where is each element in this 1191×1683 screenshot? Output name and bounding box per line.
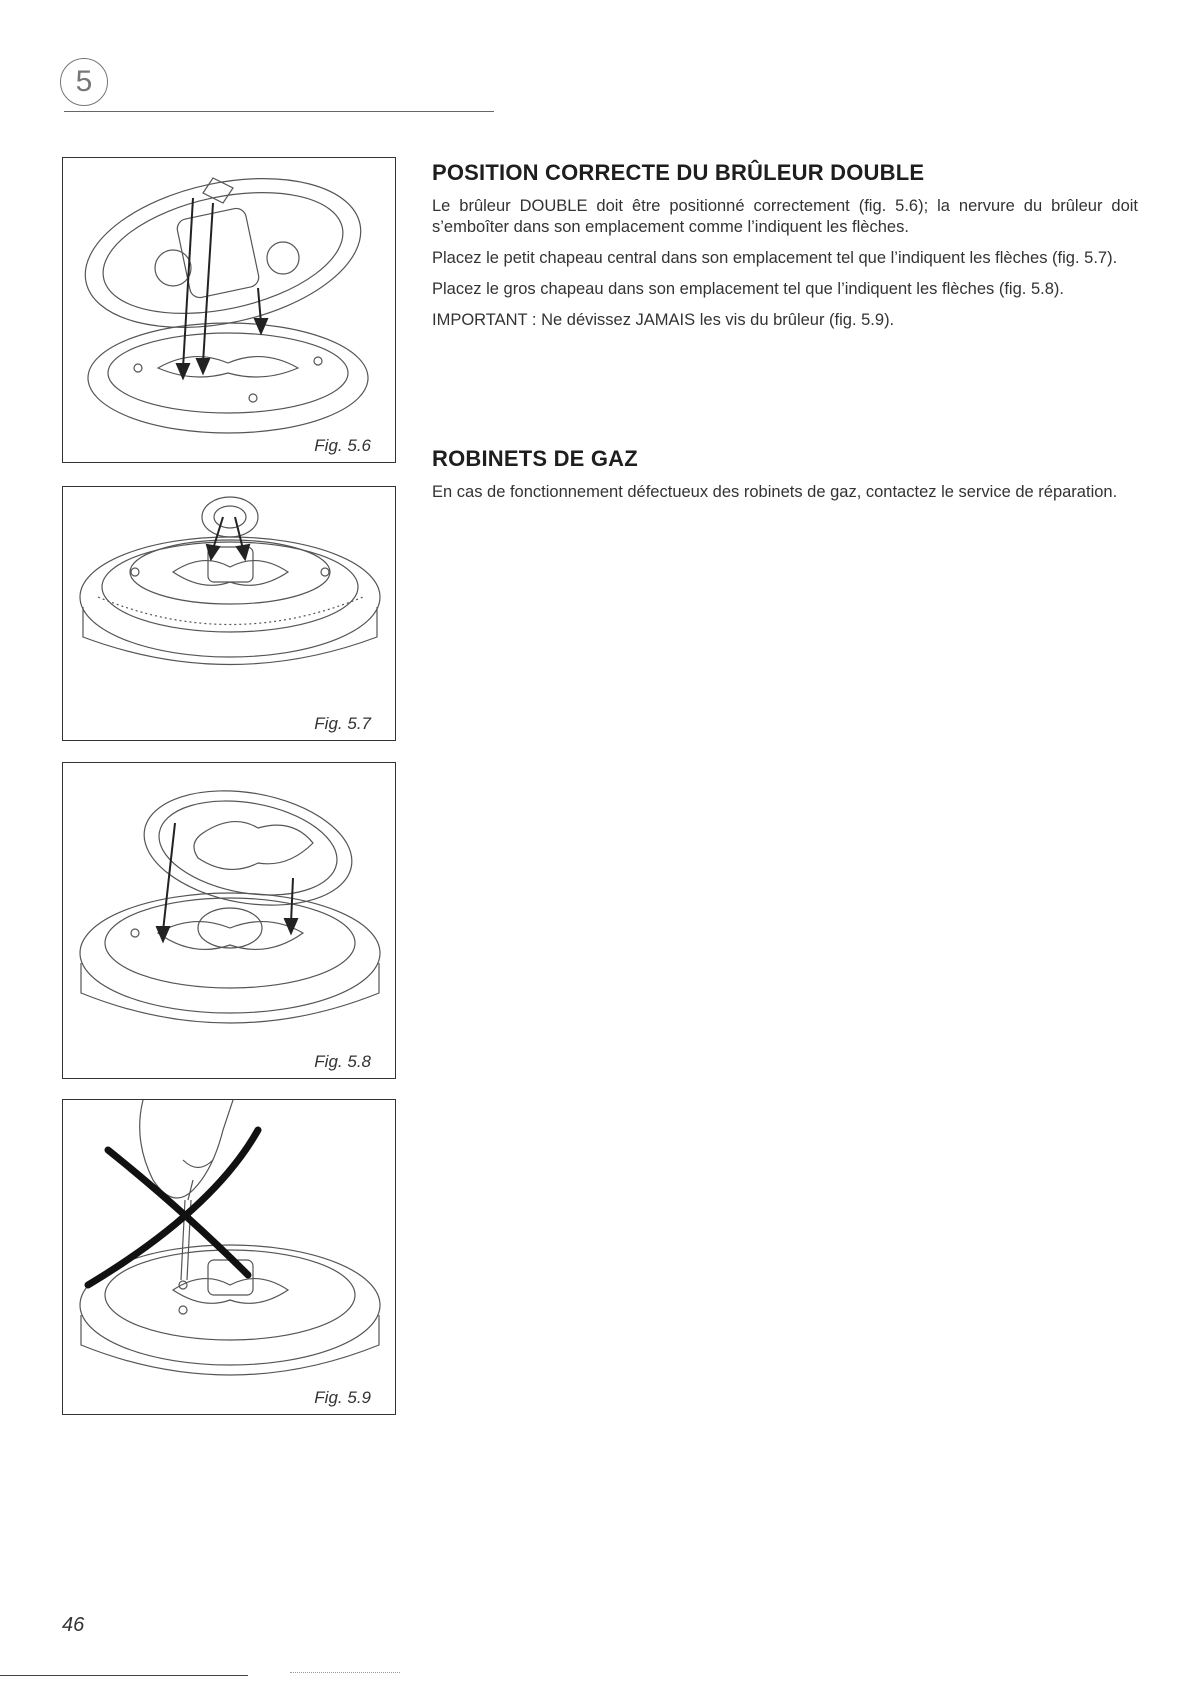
paragraph: Le brûleur DOUBLE doit être positionné correctement (fig. 5.6); la nervure du brûleur doit s’emboîter dans son emplacement comme l’indiquent les flèches. bbox=[432, 197, 1138, 236]
section-title: ROBINETS DE GAZ bbox=[432, 446, 638, 471]
page-number: 46 bbox=[62, 1614, 85, 1636]
chapter-number: 5 bbox=[75, 65, 93, 98]
paragraph: Placez le gros chapeau dans son emplacement tel que l’indiquent les flèches (fig. 5.8). bbox=[432, 280, 1064, 298]
figure-5-7 bbox=[62, 486, 396, 741]
large-cap-placement-illustration bbox=[63, 763, 397, 1080]
figure-caption: Fig. 5.6 bbox=[314, 436, 371, 455]
double-burner-ring-insertion-illustration bbox=[63, 158, 397, 464]
small-center-cap-placement-illustration bbox=[63, 487, 397, 742]
figure-caption: Fig. 5.8 bbox=[314, 1052, 371, 1071]
chapter-number-badge bbox=[60, 58, 108, 106]
figure-caption: Fig. 5.9 bbox=[314, 1388, 371, 1407]
figure-caption: Fig. 5.7 bbox=[314, 714, 371, 733]
section-burner-position bbox=[432, 160, 1138, 341]
figure-5-9 bbox=[62, 1099, 396, 1415]
figure-5-8 bbox=[62, 762, 396, 1079]
header-rule bbox=[64, 111, 494, 112]
footer-rule bbox=[0, 1675, 248, 1676]
footer-mark bbox=[290, 1672, 400, 1673]
paragraph: En cas de fonctionnement défectueux des robinets de gaz, contactez le service de réparation. bbox=[432, 483, 1118, 501]
paragraph: IMPORTANT : Ne dévissez JAMAIS les vis du brûleur (fig. 5.9). bbox=[432, 311, 895, 329]
figure-5-6 bbox=[62, 157, 396, 463]
do-not-unscrew-burner-illustration bbox=[63, 1100, 397, 1416]
paragraph: Placez le petit chapeau central dans son emplacement tel que l’indiquent les flèches (fig. 5.7). bbox=[432, 249, 1118, 267]
section-title: POSITION CORRECTE DU BRÛLEUR DOUBLE bbox=[432, 160, 925, 185]
section-gas-taps bbox=[432, 446, 1138, 513]
